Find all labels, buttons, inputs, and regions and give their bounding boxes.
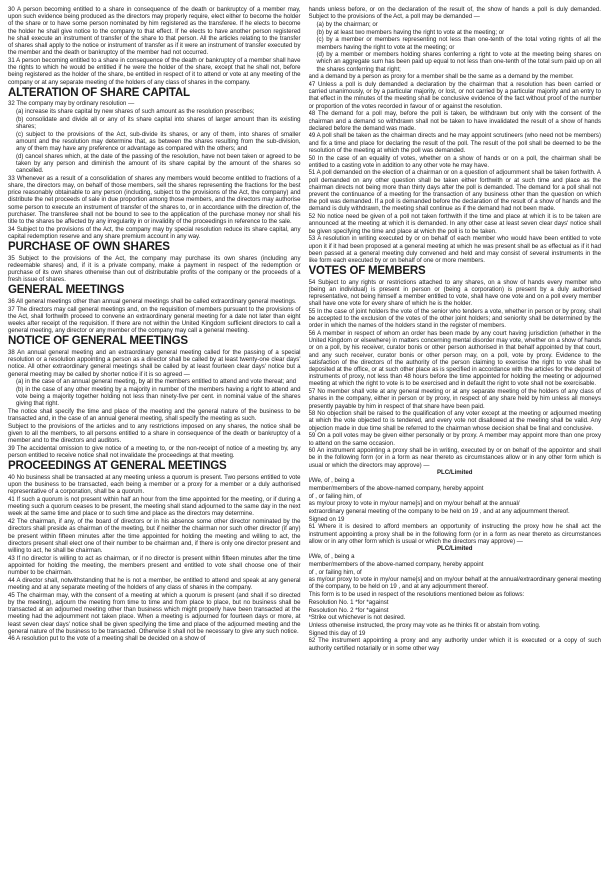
article-53: 53 A resolution in writing executed by or on behalf of each member who would have been entitled to vote upon it if it had been proposed at a general meeting at which he was present shall be as effectual as if it had been passed at a general meeting duly convened and held and may consist of several instruments in the like form each executed by or on behalf of one or more members. bbox=[308, 235, 601, 264]
article-38-c: The notice shall specify the time and place of the meeting and the general nature of the business to be transacted and, in the case of an annual general meeting, shall specify the meeting as such. bbox=[8, 408, 301, 423]
article-46-e: and a demand by a person as proxy for a member shall be the same as a demand by the member. bbox=[308, 73, 574, 81]
proxy-form-1-title: PLC/Limited bbox=[436, 469, 473, 477]
article-36: 36 All general meetings other than annual general meetings shall be called extraordinary general meetings. bbox=[8, 297, 297, 305]
proxy-form-2-line: This form is to be used in respect of the resolutions mentioned below as follows: bbox=[308, 591, 525, 599]
heading-purchase-of-own-shares: PURCHASE OF OWN SHARES bbox=[8, 241, 170, 254]
left-column bbox=[8, 6, 301, 886]
heading-general-meetings: GENERAL MEETINGS bbox=[8, 284, 125, 297]
article-42: 42 The chairman, if any, of the board of directors or in his absence some other director nominated by the directors shall preside as chairman of the meeting, but if neither the chairman nor such other director (if any) be present within fifteen minutes after the time appointed for holding the meeting and willing to act, the directors present shall elect one of their number to be chairman and, if there is only one director present and willing to act, he shall be chairman. bbox=[8, 518, 301, 554]
heading-alteration-of-share-capital: ALTERATION OF SHARE CAPITAL bbox=[8, 86, 190, 99]
proxy-form-2-line: *Strike out whichever is not desired. bbox=[308, 614, 406, 622]
proxy-form-1-line: as my/our proxy to vote in my/our name[s] and on my/our behalf at the annual/ bbox=[308, 500, 520, 508]
proxy-form-2-line: member/members of the above-named company, hereby appoint bbox=[308, 560, 484, 568]
article-46-continued: hands unless before, or on the declaration of the result of, the show of hands a poll is duly demanded. Subject to the provisions of the Act, a poll may be demanded — bbox=[308, 6, 601, 21]
proxy-form-2-line: Resolution No. 2 *for *against bbox=[308, 606, 389, 614]
article-59: 59 On a poll votes may be given either personally or by proxy. A member may appoint more than one proxy to attend on the same occasion. bbox=[308, 432, 601, 447]
article-30: 30 A person becoming entitled to a share in consequence of the death or bankruptcy of a member may, upon such evidence being produced as the directors may properly require, elect either to become the holder of the share or to have some person nominated by him registered as the transferee. If he elects to become the holder he shall give notice to the company to that effect. If he elects to have another person registered he shall execute an instrument of transfer of the share to that person. All the articles relating to the transfer of shares shall apply to the notice or instrument of transfer as if it were an instrument of transfer executed by the member and the death or bankruptcy of the member had not occurred. bbox=[8, 6, 301, 57]
article-47: 47 Unless a poll is duly demanded a declaration by the chairman that a resolution has been carried or carried unanimously, or by a particular majority, or lost, or not carried by a particular majority and an entry to that effect in the minutes of the meeting shall be conclusive evidence of the fact without proof of the number or proportion of the votes recorded in favour of or against the resolution. bbox=[308, 81, 601, 110]
article-49: 49 A poll shall be taken as the chairman directs and he may appoint scrutineers (who need not be members) and fix a time and place for declaring the result of the poll. The result of the poll shall be deemed to be the resolution of the meeting at which the poll was demanded. bbox=[308, 132, 601, 154]
right-column bbox=[309, 6, 602, 886]
article-62: 62 The instrument appointing a proxy and any authority under which it is executed or a copy of such authority certified notarially or in some other way bbox=[308, 637, 601, 652]
article-40: 40 No business shall be transacted at any meeting unless a quorum is present. Two persons entitled to vote upon the business to be transacted, each being a member or a proxy for a member or a duly authorised representative of a corporation, shall be a quorum. bbox=[8, 473, 301, 496]
heading-proceedings-at-general-meetings: PROCEEDINGS AT GENERAL MEETINGS bbox=[8, 460, 227, 473]
article-43: 43 If no director is willing to act as chairman, or if no director is present within fifteen minutes after the time appointed for holding the meeting, the members present and entitled to vote shall choose one of their number to be chairman. bbox=[8, 554, 301, 577]
article-52: 52 No notice need be given of a poll not taken forthwith if the time and place at which it is to be taken are announced at the meeting at which it is demanded. In any other case at least seven clear days' notice shall be given specifying the time and place at which the poll is to be taken. bbox=[308, 213, 601, 235]
article-54: 54 Subject to any rights or restrictions attached to any shares, on a show of hands every member who (being an individual) is present in person or (being a corporation) is present by a duly authorised representative, not being himself a member entitled to vote, shall have one vote and on a poll every member shall have one vote for every share of which he is the holder. bbox=[308, 278, 601, 308]
article-46-a: (a) by the chairman; or bbox=[316, 20, 378, 28]
article-41: 41 If such a quorum is not present within half an hour from the time appointed for the meeting, or if during a meeting such a quorum ceases to be present, the meeting shall stand adjourned to the same day in the next week at the same time and place or to such time and place as the directors may determine. bbox=[8, 496, 301, 518]
article-61: 61 Where it is desired to afford members an opportunity of instructing the proxy how he shall act the instrument appointing a proxy shall be in the following form (or in a form as near thereto as circumstances allow or in any other form which is usual or which the directors may approve) — bbox=[308, 523, 601, 545]
proxy-form-1-line: of , or failing him, of bbox=[308, 492, 362, 500]
article-46-b: (b) by at least two members having the right to vote at the meeting; or bbox=[316, 28, 505, 36]
article-44: 44 A director shall, notwithstanding that he is not a member, be entitled to attend and speak at any general meeting and at any separate meeting of the holders of any class of shares in the company. bbox=[8, 576, 301, 592]
article-32-d: (d) cancel shares which, at the date of the passing of the resolution, have not been taken or agreed to be taken by any person and diminish the amount of its share capital by the amount of the shares so cancelled. bbox=[16, 152, 301, 175]
proxy-form-2-line: as my/our proxy to vote in my/our name[s] and on my/our behalf at the annual/extraordinary general meeting of the company, to be held on 19 , and at any adjournment thereof. bbox=[308, 576, 601, 591]
heading-votes-of-members: VOTES OF MEMBERS bbox=[308, 265, 426, 278]
heading-notice-of-general-meetings: NOTICE OF GENERAL MEETINGS bbox=[8, 335, 188, 348]
proxy-form-2-line: I/We, of , being a bbox=[308, 553, 355, 561]
article-45: 45 The chairman may, with the consent of a meeting at which a quorum is present (and shall if so directed by the meeting), adjourn the meeting from time to time and from place to place, but no business shall be transacted at an adjourned meeting other than business which might properly have been transacted at the meeting had the adjournment not taken place. When a meeting is adjourned for fourteen days or more, at least seven clear days' notice shall be given specifying the time and place of the adjourned meeting and the general nature of the business to be transacted. Otherwise it shall not be necessary to give any such notice. bbox=[8, 591, 301, 635]
article-58: 58 No objection shall be raised to the qualification of any voter except at the meeting or adjourned meeting at which the vote objected to is tendered, and every vote not disallowed at the meeting shall be valid. Any objection made in due time shall be referred to the chairman whose decision shall be final and conclusive. bbox=[308, 410, 601, 432]
article-46: 46 A resolution put to the vote of a meeting shall be decided on a show of bbox=[8, 635, 206, 643]
article-37: 37 The directors may call general meetings and, on the requisition of members pursuant to the provisions of the Act, shall forthwith proceed to convene an extraordinary general meeting for a date not later than eight weeks after receipt of the requisition. If there are not within the United Kingdom sufficient directors to call a general meeting, any director or any member of the company may call a general meeting. bbox=[8, 305, 301, 335]
article-38-b: (b) in the case of any other meeting by a majority in number of the members having a right to attend and vote being a majority together holding not less than ninety-five per cent. in nominal value of the shares giving that right. bbox=[16, 385, 301, 408]
article-51: 51 A poll demanded on the election of a chairman or on a question of adjournment shall be taken forthwith. A poll demanded on any other question shall be taken either forthwith or at such time and place as the chairman directs not being more than thirty days after the poll is demanded. The demand for a poll shall not prevent the continuance of a meeting for the transaction of any business other than the question on which the poll was demanded. If a poll is demanded before the declaration of the result of a show of hands and the demand is duly withdrawn, the meeting shall continue as if the demand had not been made. bbox=[308, 169, 601, 213]
proxy-form-1-line: member/members of the above-named company, hereby appoint bbox=[308, 484, 484, 492]
proxy-form-1-line: extraordinary general meeting of the company to be held on 19 , and at any adjournment thereof. bbox=[308, 507, 570, 515]
proxy-form-1-line: I/We, of , being a bbox=[308, 477, 355, 485]
article-32-b: (b) consolidate and divide all or any of its share capital into shares of larger amount than its existing shares; bbox=[16, 115, 301, 130]
article-48: 48 The demand for a poll may, before the poll is taken, be withdrawn but only with the consent of the chairman and a demand so withdrawn shall not be taken to have invalidated the result of a show of hands declared before the demand was made. bbox=[308, 110, 601, 132]
proxy-form-2-line: Signed this day of 19 bbox=[308, 629, 366, 637]
article-34: 34 Subject to the provisions of the Act, the company may by special resolution reduce its share capital, any capital redemption reserve and any share premium account in any way. bbox=[8, 225, 301, 240]
article-56: 56 A member in respect of whom an order has been made by any court having jurisdiction (whether in the United Kingdom or elsewhere) in matters concerning mental disorder may vote, whether on a show of hands or on a poll, by his receiver, curator bonis or other person authorised in that behalf appointed by that court, and any such receiver, curator bonis or other person may, on a poll, vote by proxy. Evidence to the satisfaction of the directors of the authority of the person claiming to exercise the right to vote shall be deposited at the office, or at such other place as is specified in accordance with the articles for the deposit of instruments of proxy, not less than 48 hours before the time appointed for holding the meeting or adjourned meeting at which the right to vote is to be exercised and in default the right to vote shall not be exercisable. bbox=[308, 330, 601, 388]
article-50: 50 In the case of an equality of votes, whether on a show of hands or on a poll, the chairman shall be entitled to a casting vote in addition to any other vote he may have. bbox=[308, 154, 601, 169]
article-35: 35 Subject to the provisions of the Act, the company may purchase its own shares (including any redeemable shares) and, if it is a private company, make a payment in respect of the redemption or purchase of its own shares otherwise than out of distributable profits of the company or the proceeds of a fresh issue of shares. bbox=[8, 254, 301, 284]
proxy-form-2-title: PLC/Limited bbox=[436, 545, 473, 553]
article-38-d: Subject to the provisions of the articles and to any restrictions imposed on any shares, the notice shall be given to all the members, to all persons entitled to a share in consequence of the death or bankruptcy of a member and to the directors and auditors. bbox=[8, 422, 301, 445]
article-39: 39 The accidental omission to give notice of a meeting to, or the non-receipt of notice of a meeting by, any person entitled to receive notice shall not invalidate the proceedings at that meeting. bbox=[8, 445, 301, 460]
proxy-form-2-line: Unless otherwise instructed, the proxy may vote as he thinks fit or abstain from voting. bbox=[308, 621, 541, 629]
article-38-a: (a) in the case of an annual general meeting, by all the members entitled to attend and vote thereat; and bbox=[16, 378, 297, 386]
article-46-c: (c) by a member or members representing not less than one-tenth of the total voting rights of all the members having the right to vote at the meeting; or bbox=[316, 36, 601, 51]
article-32-c: (c) subject to the provisions of the Act, sub-divide its shares, or any of them, into shares of smaller amount and the resolution may determine that, as between the shares resulting from the sub-division, any of them may have any preference or advantage as compared with the others; and bbox=[16, 130, 301, 152]
article-32: 32 The company may by ordinary resolution — bbox=[8, 100, 135, 108]
proxy-form-2-line: of , or failing him, of bbox=[308, 568, 362, 576]
article-60: 60 An instrument appointing a proxy shall be in writing, executed by or on behalf of the appointor and shall be in the following form (or in a form as near thereto as circumstances allow or in any other form which is usual or which the directors may approve) — bbox=[308, 447, 601, 469]
proxy-form-2-line: Resolution No. 1 *for *against bbox=[308, 598, 389, 606]
article-31: 31 A person becoming entitled to a share in consequence of the death or bankruptcy of a member shall have the rights to which he would be entitled if he were the holder of the share, except that he shall not, before being registered as the holder of the share, be entitled in respect of it to attend or vote at any meeting of the company or at any separate meeting of the holders of any class of shares in the company. bbox=[8, 56, 301, 86]
article-38: 38 An annual general meeting and an extraordinary general meeting called for the passing of a special resolution or a resolution appointing a person as a director shall be called by at least twenty-one clear days' notice. All other extraordinary general meetings shall be called by at least fourteen clear days' notice but a general meeting may be called by shorter notice if it is so agreed — bbox=[8, 348, 301, 378]
article-46-d: (d) by a member or members holding shares conferring a right to vote at the meeting being shares on which an aggregate sum has been paid up equal to not less than one-tenth of the total sum paid up on all the shares conferring that right; bbox=[316, 51, 601, 73]
article-57: 57 No member shall vote at any general meeting or at any separate meeting of the holders of any class of shares in the company, either in person or by proxy, in respect of any share held by him unless all moneys presently payable by him in respect of that share have been paid. bbox=[308, 388, 601, 410]
article-55: 55 In the case of joint holders the vote of the senior who tenders a vote, whether in person or by proxy, shall be accepted to the exclusion of the votes of the other joint holders; and seniority shall be determined by the order in which the names of the holders stand in the register of members. bbox=[308, 307, 601, 330]
article-33: 33 Whenever as a result of a consolidation of shares any members would become entitled to fractions of a share, the directors may, on behalf of those members, sell the shares representing the fractions for the best price reasonably obtainable to any person (including, subject to the provisions of the Act, the company) and distribute the net proceeds of sale in due proportion among those members, and the directors may authorise some person to execute an instrument of transfer of the shares to, or in accordance with the direction of, the purchaser. The transferee shall not be bound to see to the application of the purchase money nor shall his title to the shares be affected by any irregularity in or invalidity of the proceedings in reference to the sale. bbox=[8, 174, 301, 225]
article-32-a: (a) increase its share capital by new shares of such amount as the resolution prescribes; bbox=[16, 107, 255, 115]
proxy-form-1-line: Signed on 19 bbox=[308, 515, 345, 523]
